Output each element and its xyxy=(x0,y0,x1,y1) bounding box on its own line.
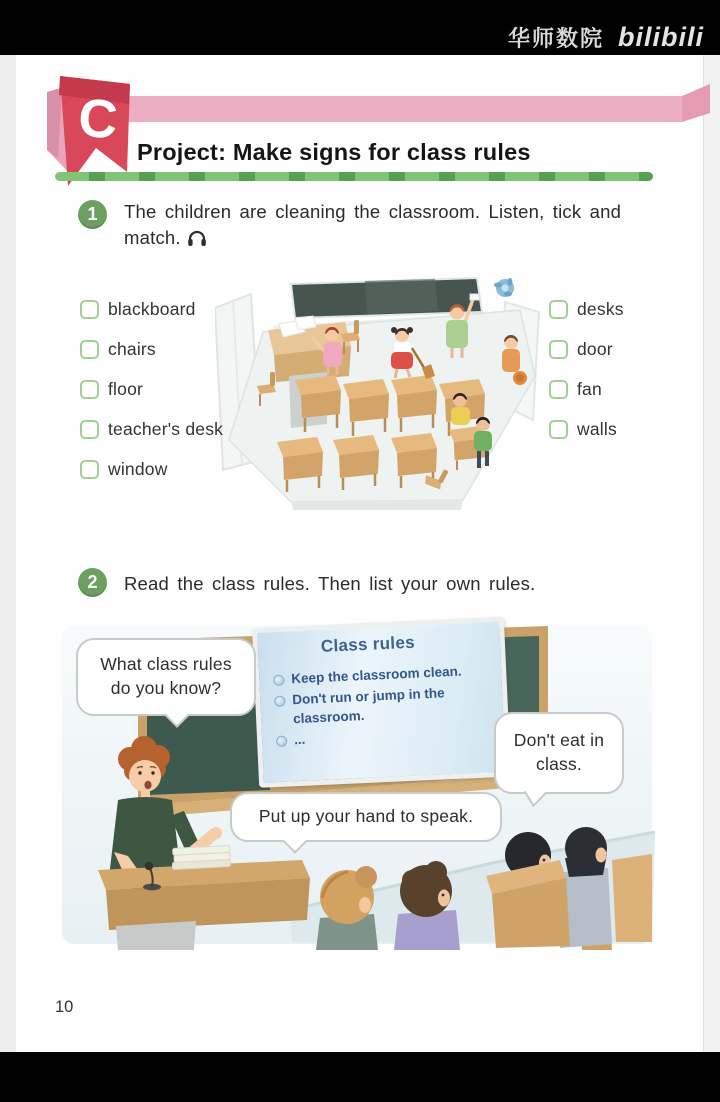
word-list-left xyxy=(80,289,223,489)
word-fan xyxy=(549,369,624,409)
bullet-icon xyxy=(274,695,285,706)
board-rule-text: Keep the classroom clean. xyxy=(291,663,462,687)
activity1-number: 1 xyxy=(78,200,107,229)
page-left-margin xyxy=(0,55,16,1052)
activity2-instruction: Read the class rules. Then list your own rules. xyxy=(124,573,536,594)
board-rule-text: ... xyxy=(293,731,306,747)
checkbox-walls[interactable] xyxy=(549,420,568,439)
bullet-icon xyxy=(276,735,287,746)
speech-text: Put up your hand to speak. xyxy=(258,806,474,827)
word-desks xyxy=(549,289,624,329)
books xyxy=(172,845,231,869)
activity1-instruction-text: The children are cleaning the classroom. Listen, tick and match. xyxy=(124,201,622,248)
word-chairs xyxy=(80,329,223,369)
letterbox-bottom xyxy=(0,1052,720,1102)
word-label: blackboard xyxy=(108,298,196,319)
word-teachers-desk xyxy=(80,409,223,449)
bullet-icon xyxy=(273,675,284,686)
class-rules-scene xyxy=(60,618,655,950)
word-label: door xyxy=(577,338,613,359)
word-door xyxy=(549,329,624,369)
page-number: 10 xyxy=(55,998,74,1016)
word-floor xyxy=(80,369,223,409)
section-badge-c: C xyxy=(76,87,120,151)
word-blackboard xyxy=(80,289,223,329)
speech-bubble-put-up-hand xyxy=(230,792,502,842)
checkbox-floor[interactable] xyxy=(80,380,99,399)
letterbox-top xyxy=(0,0,720,55)
speech-text: Don't eat in class. xyxy=(513,730,605,774)
word-list-right xyxy=(549,289,624,449)
word-label: teacher's desk xyxy=(108,418,224,439)
checkbox-fan[interactable] xyxy=(549,380,568,399)
word-label: chairs xyxy=(108,338,156,359)
checkbox-chairs[interactable] xyxy=(80,340,99,359)
word-label: window xyxy=(108,458,168,479)
word-window xyxy=(80,449,223,489)
speech-bubble-teacher xyxy=(76,638,256,716)
checkbox-desks[interactable] xyxy=(549,300,568,319)
word-label: walls xyxy=(577,418,617,439)
headphones-icon xyxy=(187,228,207,254)
watermark-brand: 华师数院 xyxy=(507,26,604,51)
activity1-instruction xyxy=(124,199,629,254)
board-rule xyxy=(274,683,481,730)
classroom-illustration xyxy=(215,272,545,512)
board-title: Class rules xyxy=(320,632,416,656)
activity2-number: 2 xyxy=(78,568,107,597)
checkbox-door[interactable] xyxy=(549,340,568,359)
word-label: desks xyxy=(577,298,624,319)
word-label: floor xyxy=(108,378,144,399)
word-walls xyxy=(549,409,624,449)
speech-bubble-dont-eat xyxy=(494,712,624,794)
word-label: fan xyxy=(577,378,602,399)
projection-screen xyxy=(252,617,511,788)
banner-fold xyxy=(682,84,710,122)
watermark xyxy=(508,22,704,53)
fan-icon xyxy=(494,278,514,297)
checkbox-window[interactable] xyxy=(80,460,99,479)
checkbox-blackboard[interactable] xyxy=(80,300,99,319)
page-right-margin xyxy=(703,55,720,1052)
bilibili-logo-icon: bilibili xyxy=(618,22,704,52)
page-title: Project: Make signs for class rules xyxy=(137,139,531,165)
board-rules xyxy=(273,661,494,750)
board-rule-text: Don't run or jump in the classroom. xyxy=(291,685,445,727)
dashed-divider xyxy=(55,172,653,181)
speech-text: What class rules do you know? xyxy=(100,654,232,698)
checkbox-teachers-desk[interactable] xyxy=(80,420,99,439)
